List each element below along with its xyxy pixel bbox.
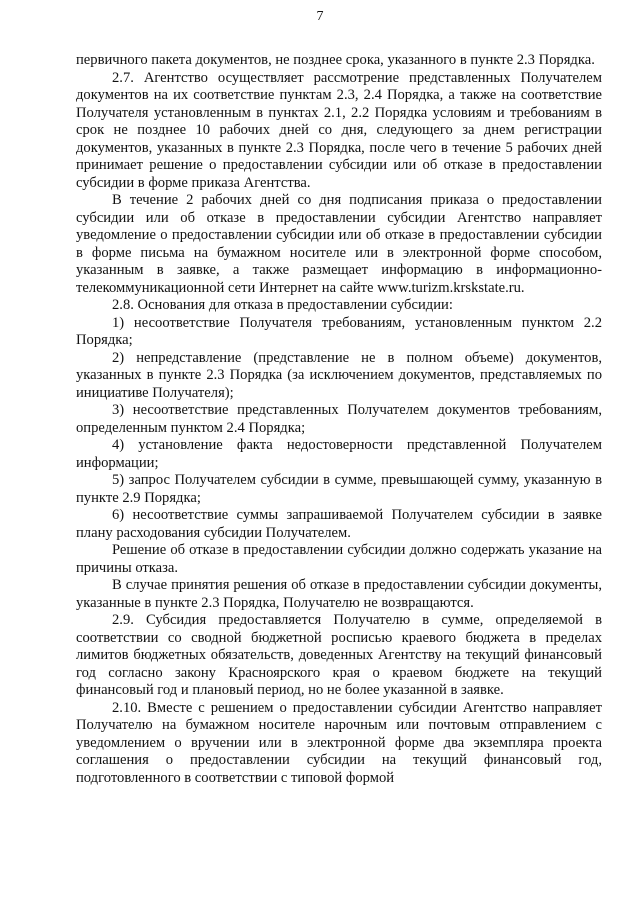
paragraph-documents-not-returned: В случае принятия решения об отказе в предоставлении субсидии документы, указанные в пункте 2.3 Порядка, Получателю не возвращаются. [76,577,602,611]
list-item-5: 5) запрос Получателем субсидии в сумме, превышающей сумму, указанную в пункте 2.9 Порядка; [76,472,602,506]
list-item-1: 1) несоответствие Получателя требованиям, установленным пунктом 2.2 Порядка; [76,314,602,348]
document-body [76,52,602,787]
list-item-3: 3) несоответствие представленных Получателем документов требованиям, определенным пунктом 2.4 Порядка; [76,402,602,436]
paragraph-continuation: первичного пакета документов, не позднее срока, указанного в пункте 2.3 Порядка. [76,52,595,68]
list-item-2: 2) непредставление (представление не в полном объеме) документов, указанных в пункте 2.3 Порядка (за исключением документов, представляемых по инициативе Получателя); [76,349,602,401]
list-item-4: 4) установление факта недостоверности представленной Получателем информации; [76,437,602,471]
paragraph-2-9: 2.9. Субсидия предоставляется Получателю в сумме, определяемой в соответствии со сводной бюджетной росписью краевого бюджета в пределах лимитов бюджетных обязательств, доведенных Агентству на текущий финансовый год согласно закону Красноярского края о краевом бюджете на текущий финансовый год и плановый период, но не более указанной в заявке. [76,612,602,698]
page-number: 7 [316,9,324,24]
paragraph-2-7: 2.7. Агентство осуществляет рассмотрение представленных Получателем документов на их соответствие пунктам 2.3, 2.4 Порядка, а также на соответствие Получателя установленным в пунктах 2.1, 2.2 Порядка условиям и требованиям в срок не позднее 10 рабочих дней со дня, следующего за днем регистрации документов, указанных в пункте 2.3 Порядка, после чего в течение 5 рабочих дней принимает решение о предоставлении субсидии или об отказе в предоставлении субсидии в форме приказа Агентства. [76,69,602,191]
list-item-6: 6) несоответствие суммы запрашиваемой Получателем субсидии в заявке плану расходования субсидии Получателем. [76,507,602,541]
paragraph-2-10: 2.10. Вместе с решением о предоставлении субсидии Агентство направляет Получателю на бумажном носителе нарочным или почтовым отправлением с уведомлением о вручении или в электронной форме два экземпляра проекта соглашения о предоставлении субсидии на текущий финансовый год, подготовленного в соответствии с типовой формой [76,699,602,786]
paragraph-refusal-reasons: Решение об отказе в предоставлении субсидии должно содержать указание на причины отказа. [76,542,602,576]
paragraph-2-8: 2.8. Основания для отказа в предоставлении субсидии: [112,297,453,313]
paragraph-notification: В течение 2 рабочих дней со дня подписания приказа о предоставлении субсидии или об отказе в предоставлении субсидии Агентство направляет уведомление о предоставлении субсидии или об отказе в предоставлении субсидии в форме письма на бумажном носителе или в электронной форме способом, указанным в заявке, а также размещает информацию в информационно-телекоммуникационной сети Интернет на сайте www.turizm.krskstate.ru. [76,192,602,296]
